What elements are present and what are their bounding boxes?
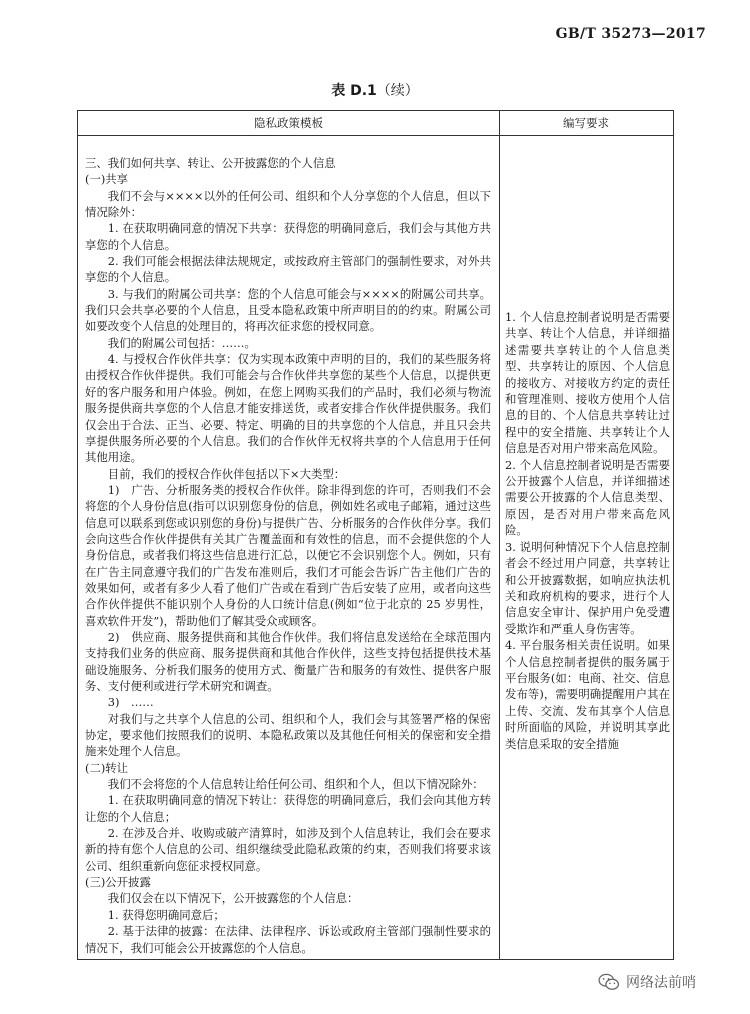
paragraph: 2) 供应商、服务提供商和其他合作伙伴。我们将信息发送给在全球范围内支持我们业务的供应商、服务提供商和其他合作伙伴，这些支持包括提供技术基础设施服务、分析我们服务的使用方式、衡量广告和服务的有效性、提供客户服务、支付便利或进行学术研究和调查。: [85, 629, 491, 693]
template-text: [85, 155, 491, 956]
paragraph: 我们不会将您的个人信息转让给任何公司、组织和个人，但以下情况除外：: [107, 777, 484, 792]
paragraph: 3. 与我们的附属公司共享：您的个人信息可能会与××××的附属公司共享。我们只会共享必要的个人信息，且受本隐私政策中所声明目的的约束。附属公司如要改变个人信息的处理目的，将再次征求您的授权同意。: [85, 286, 491, 334]
col-header-template: 隐私政策模板: [254, 116, 323, 130]
section-heading: 三、我们如何共享、转让、公开披露您的个人信息: [85, 156, 336, 170]
paragraph: 1) 广告、分析服务类的授权合作伙伴。除非得到您的许可，否则我们不会将您的个人身份信息(指可以识别您身份的信息，例如姓名或电子邮箱，通过这些信息可以联系到您或识别您的身份)与提供广告、分析服务的合作伙伴分享。我们会向这些合作伙伴提供有关其广告覆盖面和有效性的信息，而不会提供您的个人身份信息，或者我们将这些信息进行汇总，以便它不会识别您个人。例如，只有在广告主同意遵守我们的广告发布准则后，我们才可能会告诉广告主他们广告的效果如何，或者有多少人看了他们广告或在看到广告后安装了应用，或者向这些合作伙伴提供不能识别个人身份的人口统计信息(例如“位于北京的 25 岁男性，喜欢软件开发”)，帮助他们了解其受众或顾客。: [85, 482, 491, 628]
column-divider: [499, 111, 500, 959]
requirements-text: [505, 309, 670, 752]
table-title: [0, 80, 750, 100]
paragraph: 1. 在获取明确同意的情况下共享：获得您的明确同意后，我们会与其他方共享您的个人信息。: [85, 221, 491, 252]
paragraph: 3) ……: [107, 695, 154, 710]
paragraph: 我们仅会在以下情况下，公开披露您的个人信息：: [107, 891, 359, 906]
paragraph: 2. 在涉及合并、收购或破产清算时，如涉及到个人信息转让，我们会在要求新的持有您个人信息的公司、组织继续受此隐私政策的约束，否则我们将要求该公司、组织重新向您征求授权同意。: [85, 826, 491, 873]
paragraph: 我们不会与××××以外的任何公司、组织和个人分享您的个人信息，但以下情况除外：: [85, 188, 491, 220]
subsection-share: (一)共享: [85, 172, 129, 187]
requirement-item: 4. 平台服务相关责任说明。如果个人信息控制者提供的服务属于平台服务(如：电商、社交、信息发布等)，需要明确提醒用户其在上传、交流、发布其享个人信息时所面临的风险，并说明其享此类信息采取的安全措施: [505, 638, 670, 751]
standard-code: GB/T 35273—2017: [555, 26, 706, 42]
requirement-item: 1. 个人信息控制者说明是否需要共享、转让个人信息，并详细描述需要共享转让的个人信息类型、共享转让的原因、个人信息的接收方、对接收方约定的责任和管理准则、接收方使用个人信息的目的、个人信息共享转让过程中的安全措施、共享转让个人信息是否对用户带来高危风险。: [505, 310, 670, 456]
paragraph: 4. 与授权合作伙伴共享：仅为实现本政策中声明的目的，我们的某些服务将由授权合作伙伴提供。我们可能会与合作伙伴共享您的某些个人信息，以提供更好的客户服务和用户体验。例如，在您上网购买我们的产品时，我们必须与物流服务提供商共享您的个人信息才能安排送货，或者安排合作伙伴提供服务。我们仅会出于合法、正当、必要、特定、明确的目的共享您的个人信息，并且只会共享提供服务所必要的个人信息。我们的合作伙伴无权将共享的个人信息用于任何其他用途。: [85, 352, 491, 465]
paragraph: 对我们与之共享个人信息的公司、组织和个人，我们会与其签署严格的保密协定，要求他们按照我们的说明、本隐私政策以及其他任何相关的保密和安全措施来处理个人信息。: [85, 711, 491, 759]
header-rule: [78, 135, 673, 136]
subsection-disclosure: (三)公开披露: [85, 875, 151, 890]
wechat-icon: [598, 973, 620, 991]
paragraph: 目前，我们的授权合作伙伴包括以下×大类型：: [107, 466, 346, 481]
subsection-transfer: (二)转让: [85, 760, 129, 775]
paragraph: 2. 基于法律的披露：在法律、法律程序、诉讼或政府主管部门强制性要求的情况下，我们可能会公开披露您的个人信息。: [85, 924, 491, 955]
paragraph: 2. 我们可能会根据法律法规规定，或按政府主管部门的强制性要求，对外共享您的个人信息。: [85, 254, 491, 285]
watermark-text: 网络法前哨: [626, 975, 696, 991]
watermark: [598, 972, 696, 992]
paragraph: 1. 获得您明确同意后；: [107, 907, 225, 922]
requirement-item: 3. 说明何种情况下个人信息控制者会不经过用户同意，共享转让和公开披露数据，如响应执法机关和政府机构的要求，进行个人信息安全审计、保护用户免受遭受欺诈和严重人身伤害等。: [505, 539, 670, 636]
policy-table: [77, 110, 674, 960]
col-header-requirements: 编写要求: [563, 116, 609, 130]
table-title-prefix: 表 D.1: [331, 83, 377, 99]
table-title-suffix: （续）: [376, 83, 419, 99]
paragraph: 1. 在获取明确同意的情况下转让：获得您的明确同意后，我们会向其他方转让您的个人信息；: [85, 793, 491, 824]
paragraph: 我们的附属公司包括：……。: [107, 335, 256, 350]
requirement-item: 2. 个人信息控制者说明是否需要公开披露个人信息，并详细描述需要公开披露的个人信息类型、原因，是否对用户带来高危风险。: [505, 457, 670, 538]
